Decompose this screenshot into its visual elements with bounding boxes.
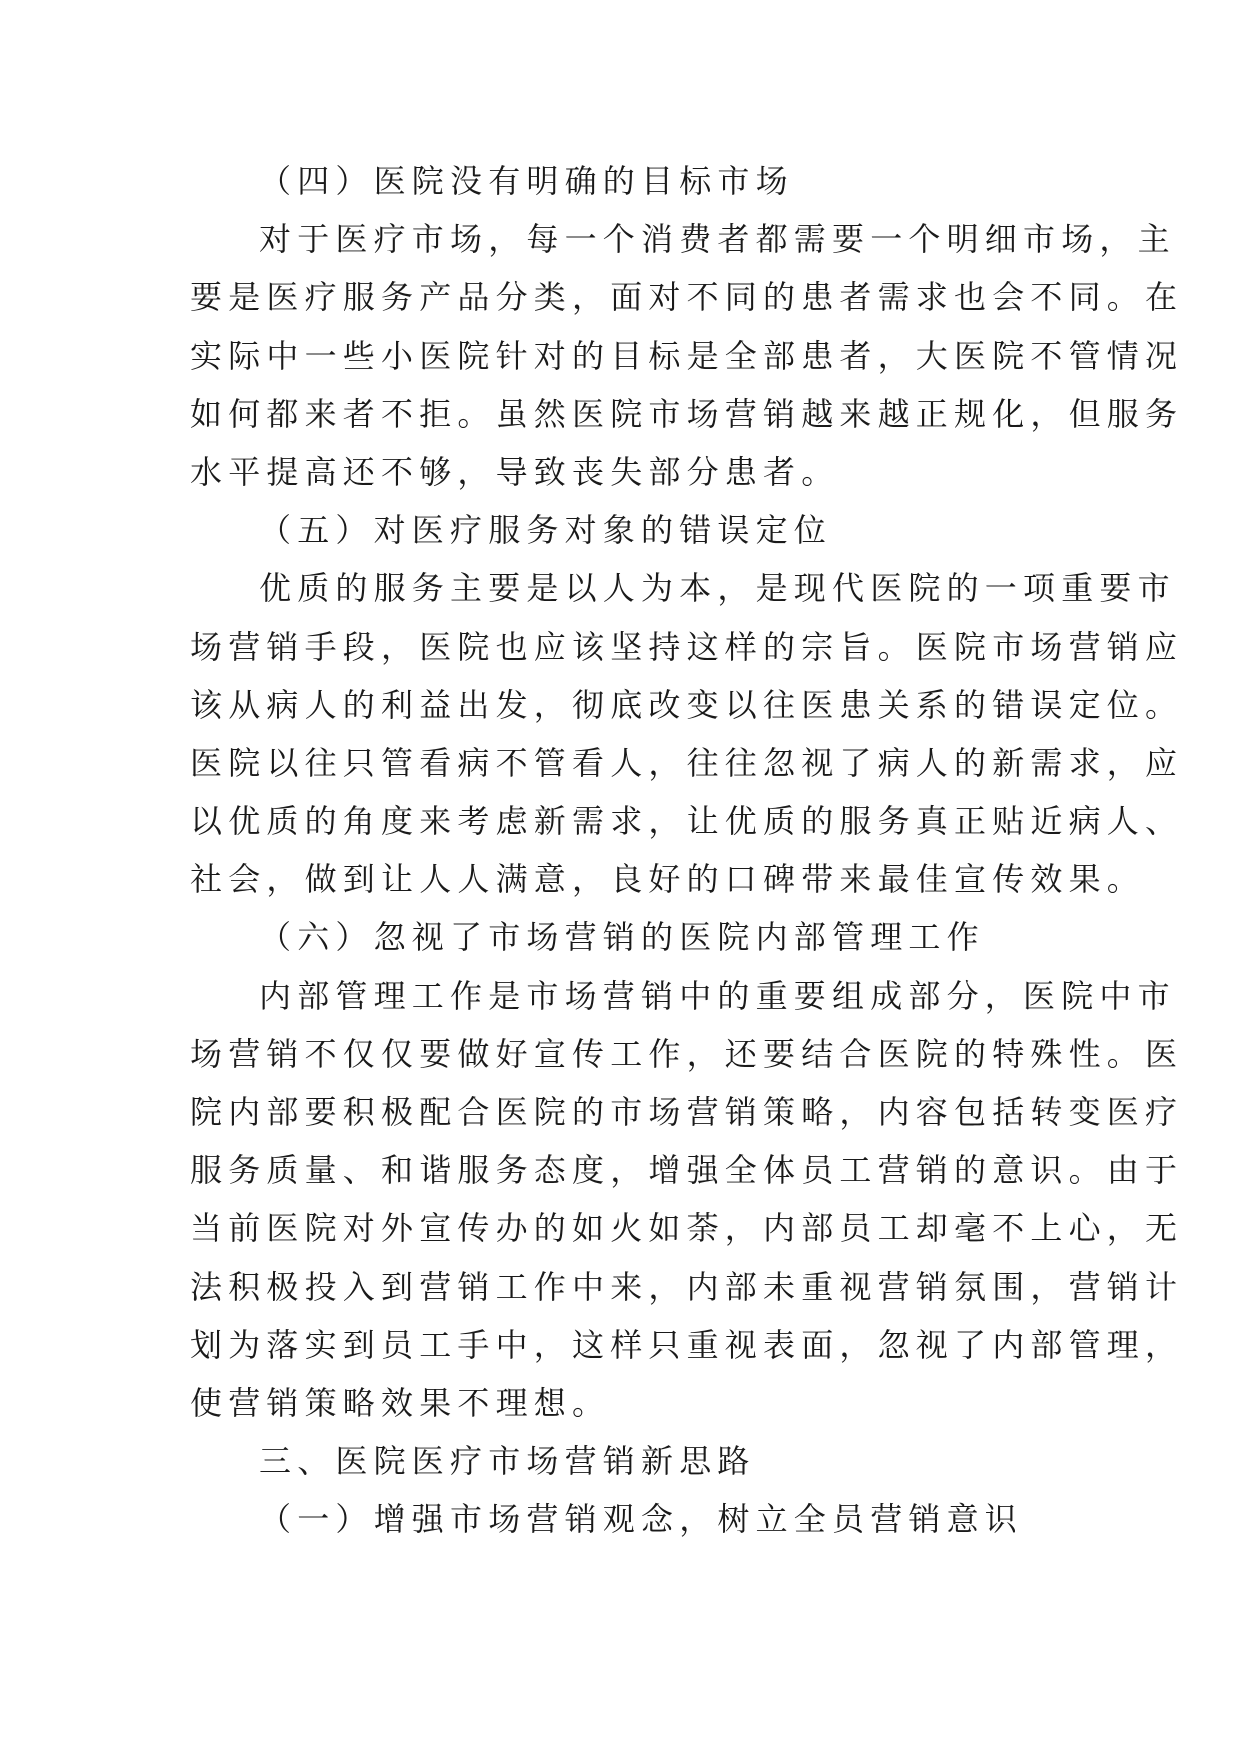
document-body bbox=[190, 152, 1184, 1549]
section-heading: （一）增强市场营销观念，树立全员营销意识 bbox=[259, 1500, 1024, 1539]
paragraph-line: 如何都来者不拒。虽然医院市场营销越来越正规化，但服务 bbox=[190, 394, 1184, 433]
paragraph-line: 划为落实到员工手中，这样只重视表面，忽视了内部管理， bbox=[190, 1325, 1184, 1364]
paragraph-line: 对于医疗市场，每一个消费者都需要一个明细市场，主 bbox=[259, 220, 1176, 259]
paragraph-line: 内部管理工作是市场营销中的重要组成部分，医院中市 bbox=[259, 976, 1176, 1015]
paragraph-line: 水平提高还不够，导致丧失部分患者。 bbox=[190, 452, 840, 491]
paragraph-line: 医院以往只管看病不管看人，往往忽视了病人的新需求，应 bbox=[190, 743, 1184, 782]
paragraph-line: 社会，做到让人人满意，良好的口碑带来最佳宣传效果。 bbox=[190, 860, 1146, 899]
paragraph-line: 场营销不仅仅要做好宣传工作，还要结合医院的特殊性。医 bbox=[190, 1034, 1184, 1073]
paragraph-line: 法积极投入到营销工作中来，内部未重视营销氛围，营销计 bbox=[190, 1267, 1184, 1306]
section-heading: （六）忽视了市场营销的医院内部管理工作 bbox=[259, 918, 985, 957]
paragraph-line: 实际中一些小医院针对的目标是全部患者，大医院不管情况 bbox=[190, 336, 1184, 375]
section-heading: 三、医院医疗市场营销新思路 bbox=[259, 1442, 756, 1481]
section-heading: （四）医院没有明确的目标市场 bbox=[259, 162, 794, 200]
paragraph-line: 优质的服务主要是以人为本，是现代医院的一项重要市 bbox=[259, 569, 1176, 608]
paragraph-line: 服务质量、和谐服务态度，增强全体员工营销的意识。由于 bbox=[190, 1151, 1184, 1190]
paragraph-line: 该从病人的利益出发，彻底改变以往医患关系的错误定位。 bbox=[190, 685, 1184, 724]
paragraph-line: 院内部要积极配合医院的市场营销策略，内容包括转变医疗 bbox=[190, 1093, 1184, 1131]
paragraph-line: 要是医疗服务产品分类，面对不同的患者需求也会不同。在 bbox=[190, 278, 1184, 317]
section-heading: （五）对医疗服务对象的错误定位 bbox=[259, 511, 833, 550]
paragraph-line: 使营销策略效果不理想。 bbox=[190, 1383, 611, 1422]
paragraph-line: 当前医院对外宣传办的如火如荼，内部员工却毫不上心，无 bbox=[190, 1209, 1184, 1248]
paragraph-line: 场营销手段，医院也应该坚持这样的宗旨。医院市场营销应 bbox=[190, 627, 1184, 666]
paragraph-line: 以优质的角度来考虑新需求，让优质的服务真正贴近病人、 bbox=[190, 802, 1184, 841]
